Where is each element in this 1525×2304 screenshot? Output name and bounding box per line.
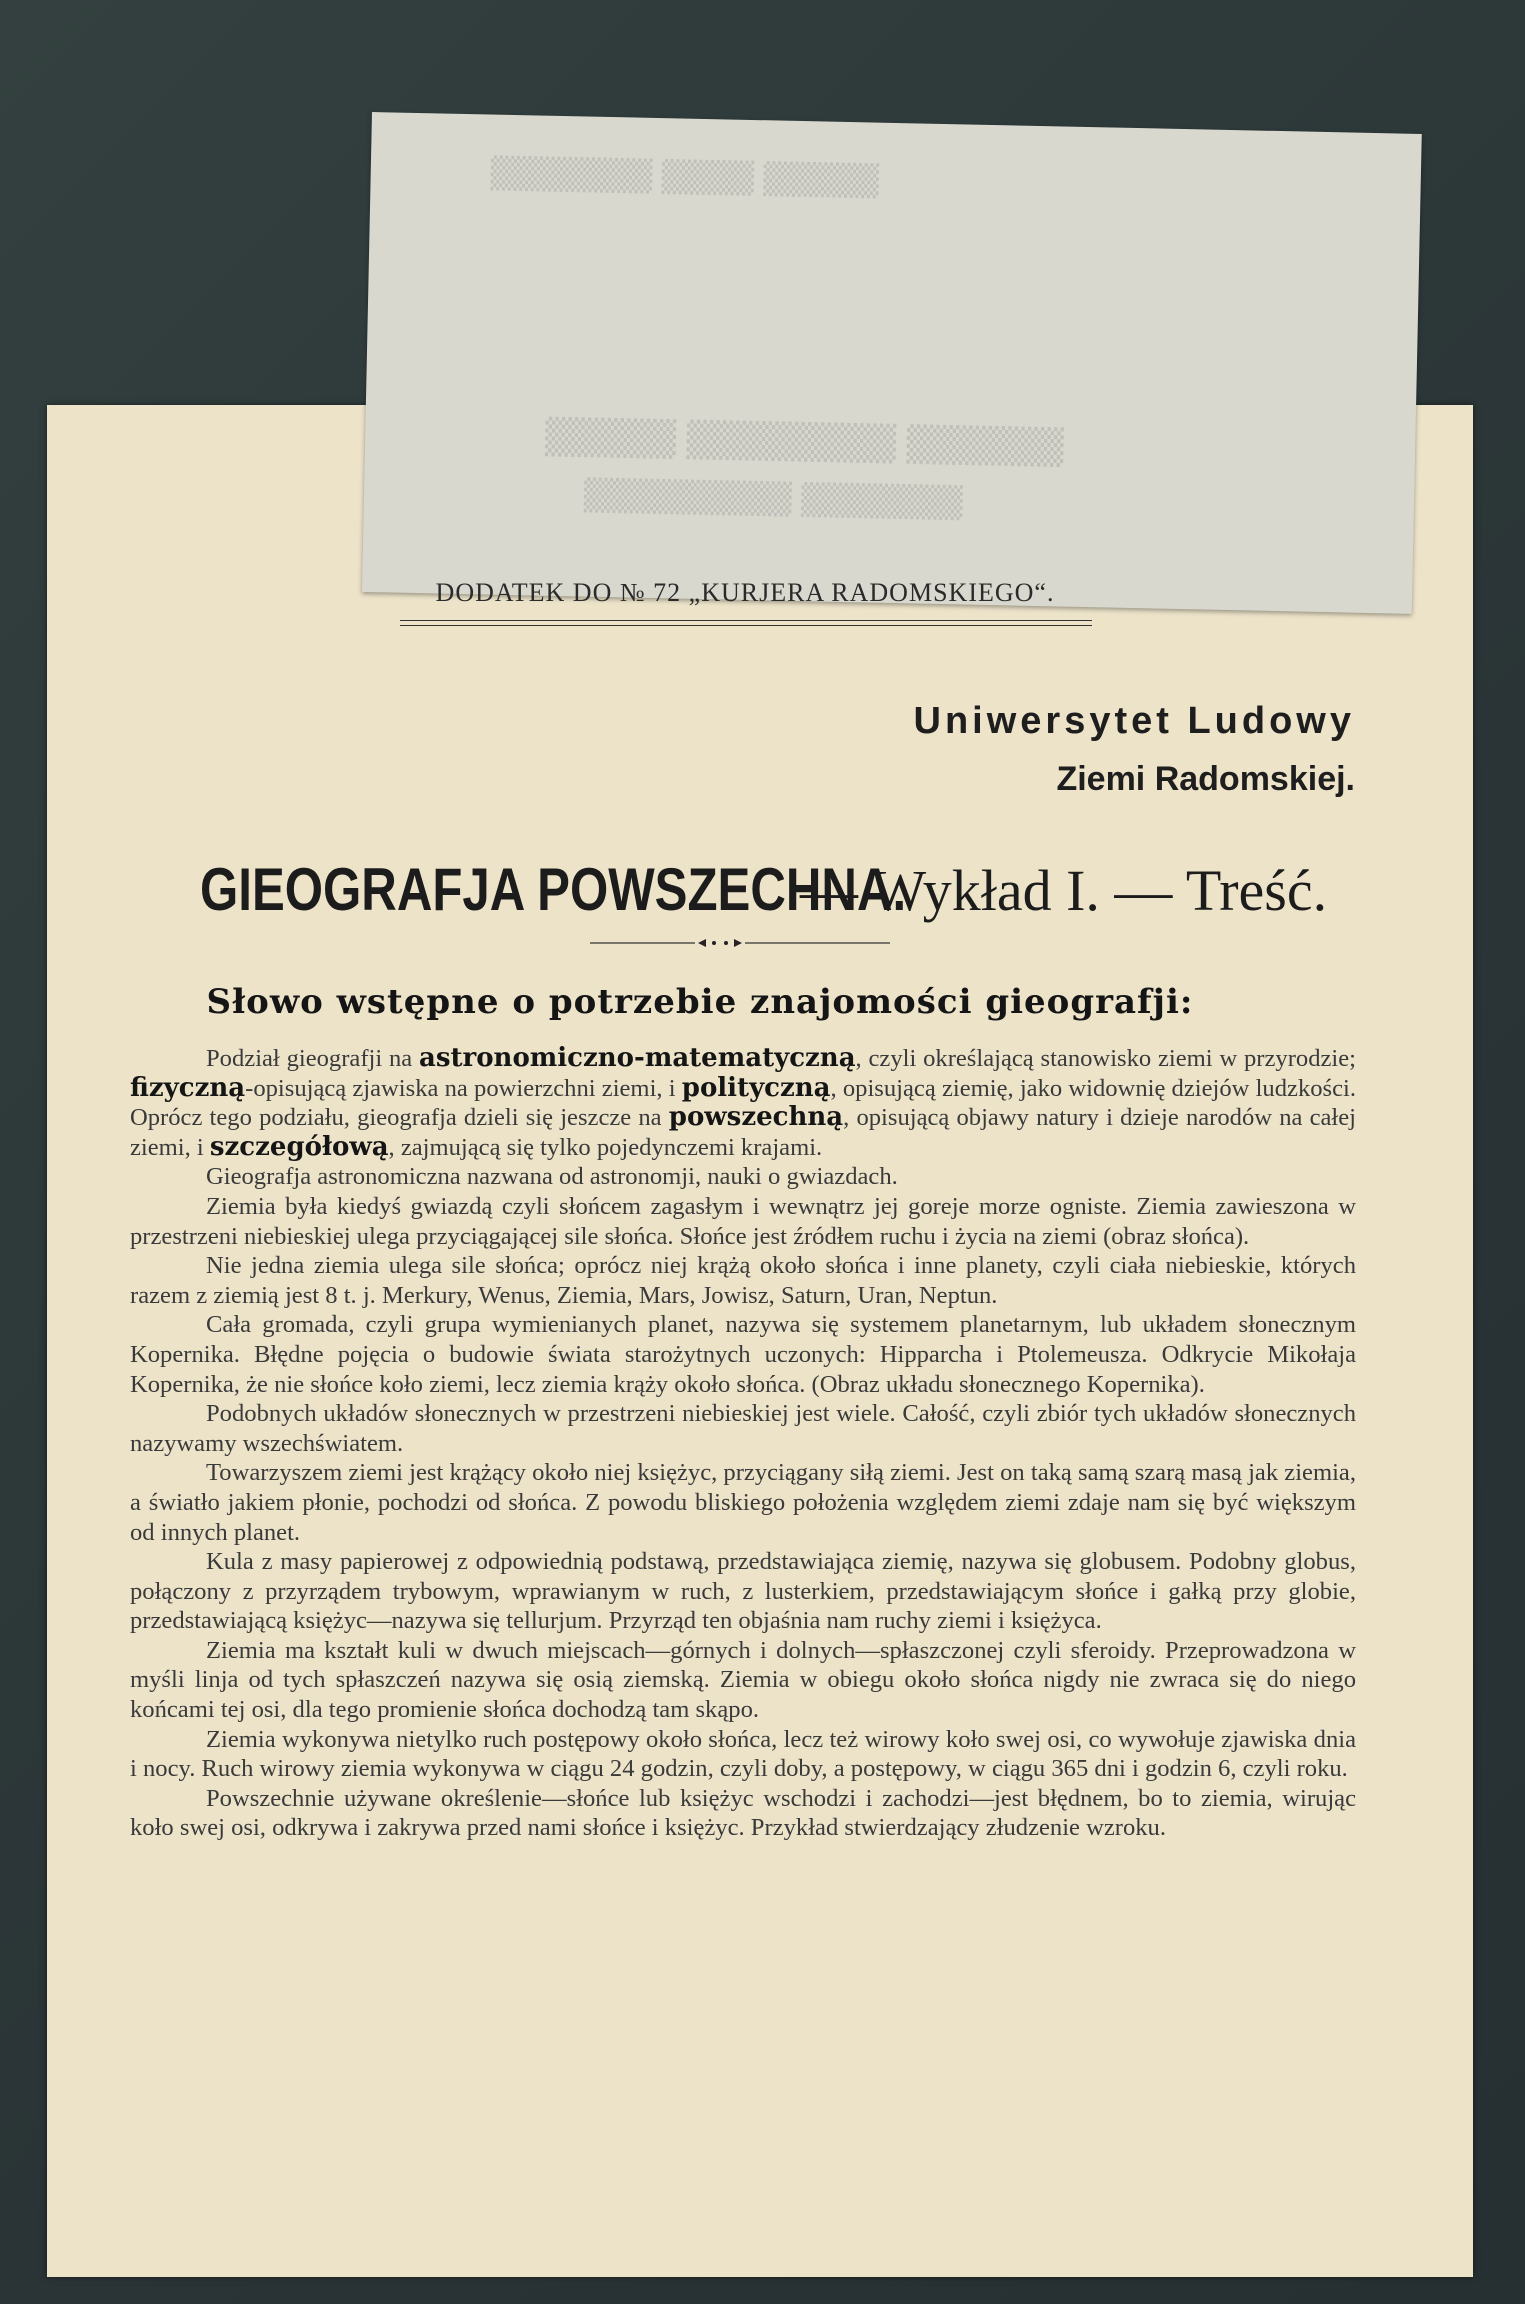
paragraph: Powszechnie używane określenie—słońce lub księżyc wschodzi i zachodzi—jest błędnem, bo to ziemia, wirując koło swej osi, odkrywa i zakrywa przed nami słońce i księżyc. Przykład stwierdzający złudzenie wzroku. bbox=[130, 1784, 1356, 1842]
emphasized-term: powszechną bbox=[668, 1102, 844, 1133]
page-title bbox=[200, 855, 1380, 924]
paragraph: Towarzyszem ziemi jest krążący około niej księżyc, przyciągany siłą ziemi. Jest on taką samą szarą masą jak ziemia, a światło jakiem płonie, pochodzi od słońca. Z powodu bliskiego położenia względem ziemi zdaje nam się być większym od innych planet. bbox=[130, 1459, 1356, 1546]
emphasized-term: polityczną bbox=[681, 1072, 831, 1103]
paragraph: Ziemia była kiedyś gwiazdą czyli słońcem zagasłym i wewnątrz jej goreje morze ogniste. Ziemia zawieszona w przestrzeni niebieskiej ulega przyciągającej sile słońca. Słońce jest źródłem ruchu i życia na ziemi (obraz słońca). bbox=[130, 1192, 1356, 1250]
bleed-through-decoration: ▒▒▒▒▒▒▒▒▒ ▒▒▒▒▒▒▒ bbox=[583, 476, 964, 520]
paragraph: Podobnych układów słonecznych w przestrzeni niebieskiej jest wiele. Całość, czyli zbiór tych układów słonecznych nazywamy wszechświatem. bbox=[130, 1400, 1356, 1457]
paragraph: Ziemia ma kształt kuli w dwuch miejscach—górnych i dolnych—spłaszczonej czyli sferoidy. Przeprowadzona w myśli linja od tych spłaszczeń nazywa się osią ziemską. Ziemia w obiegu około słońca nigdy nie zwraca się do niego końcami tej osi, dla tego promienie słońca dochodzą tam skąpo. bbox=[130, 1636, 1356, 1724]
paragraph-text: -opisującą zjawiska na powierzchni ziemi, i bbox=[245, 1074, 682, 1102]
institution-region: Ziemi Radomskiej. bbox=[1056, 760, 1355, 798]
paragraph: Ziemia wykonywa nietylko ruch postępowy około słońca, lecz też wirowy koło swej osi, co wywołuje zjawiska dnia i nocy. Ruch wirowy ziemia wykonywa w ciągu 24 godzin, czyli doby, a postępowy, w ciągu 365 dni i godzin 6, czyli roku. bbox=[130, 1725, 1356, 1783]
bleed-through-decoration: ▒▒▒▒▒▒▒ ▒▒▒▒ ▒▒▒▒▒ bbox=[490, 154, 880, 198]
paragraph: Gieografja astronomiczna nazwana od astronomji, nauki o gwiazdach. bbox=[206, 1163, 898, 1191]
supplement-header: DODATEK DO № 72 „KURJERA RADOMSKIEGO“. bbox=[435, 578, 1055, 607]
paragraph-text: , zajmującą się tylko pojedynczemi krajami. bbox=[388, 1133, 823, 1161]
header-rule-top bbox=[400, 620, 1092, 621]
bleed-through-decoration: ▒▒▒▒▒ ▒▒▒▒▒▒▒▒ ▒▒▒▒▒▒ bbox=[544, 415, 1064, 467]
paragraph-text: , opisującą ziemię, jako widownię dziejów ludzkości. Oprócz tego podziału, gieografja dzieli się jeszcze na bbox=[130, 1074, 1357, 1132]
section-heading: Słowo wstępne o potrzebie znajomości gieografji: bbox=[206, 982, 1194, 1022]
ornament-divider-icon bbox=[590, 935, 890, 951]
header-rule-bottom bbox=[400, 625, 1092, 626]
emphasized-term: szczegółową bbox=[209, 1131, 389, 1162]
paragraph: Nie jedna ziemia ulega sile słońca; oprócz niej krążą około słońca i inne planety, czyli ciała niebieskie, których razem z ziemią jest 8 t. j. Merkury, Wenus, Ziemia, Mars, Jowisz, Saturn, Uran, Neptun. bbox=[130, 1252, 1356, 1309]
institution-name: Uniwersytet Ludowy bbox=[913, 700, 1355, 742]
emphasized-term: astronomiczno-matematyczną bbox=[419, 1043, 856, 1073]
paragraph-text: , opisującą objawy natury i dzieje narodów na całej ziemi, i bbox=[130, 1104, 1356, 1161]
paragraph bbox=[130, 1044, 1356, 1162]
paragraph-text: Podział gieografji na bbox=[206, 1045, 420, 1072]
emphasized-term: fizyczną bbox=[130, 1072, 246, 1103]
lecture-body-text bbox=[130, 1044, 1356, 1843]
pasted-paper-slip bbox=[362, 112, 1422, 614]
paragraph: Cała gromada, czyli grupa wymienianych planet, nazywa się systemem planetarnym, lub układem słonecznym Kopernika. Błędne pojęcia o budowie świata starożytnych uczonych: Hipparcha i Ptolemeusza. Odkrycie Mikołaja Kopernika, że nie słońce koło ziemi, lecz ziemia krąży około słońca. (Obraz układu słonecznego Kopernika). bbox=[130, 1311, 1356, 1398]
paragraph-text: , czyli określającą stanowisko ziemi w przyrodzie; bbox=[855, 1045, 1356, 1072]
title-lecture: — Wykład I. — Treść. bbox=[800, 858, 1328, 923]
paragraph: Kula z masy papierowej z odpowiednią podstawą, przedstawiająca ziemię, nazywa się globusem. Podobny globus, połączony z przyrządem trybowym, wprawianym w ruch, z lusterkiem, przedstawiającym słońce i gałką przy globie, przedstawiającą księżyc—nazywa się tellurjum. Przyrząd ten objaśnia nam ruchy ziemi i księżyca. bbox=[130, 1548, 1356, 1635]
title-main: GIEOGRAFJA POWSZECHNA. bbox=[200, 856, 907, 923]
